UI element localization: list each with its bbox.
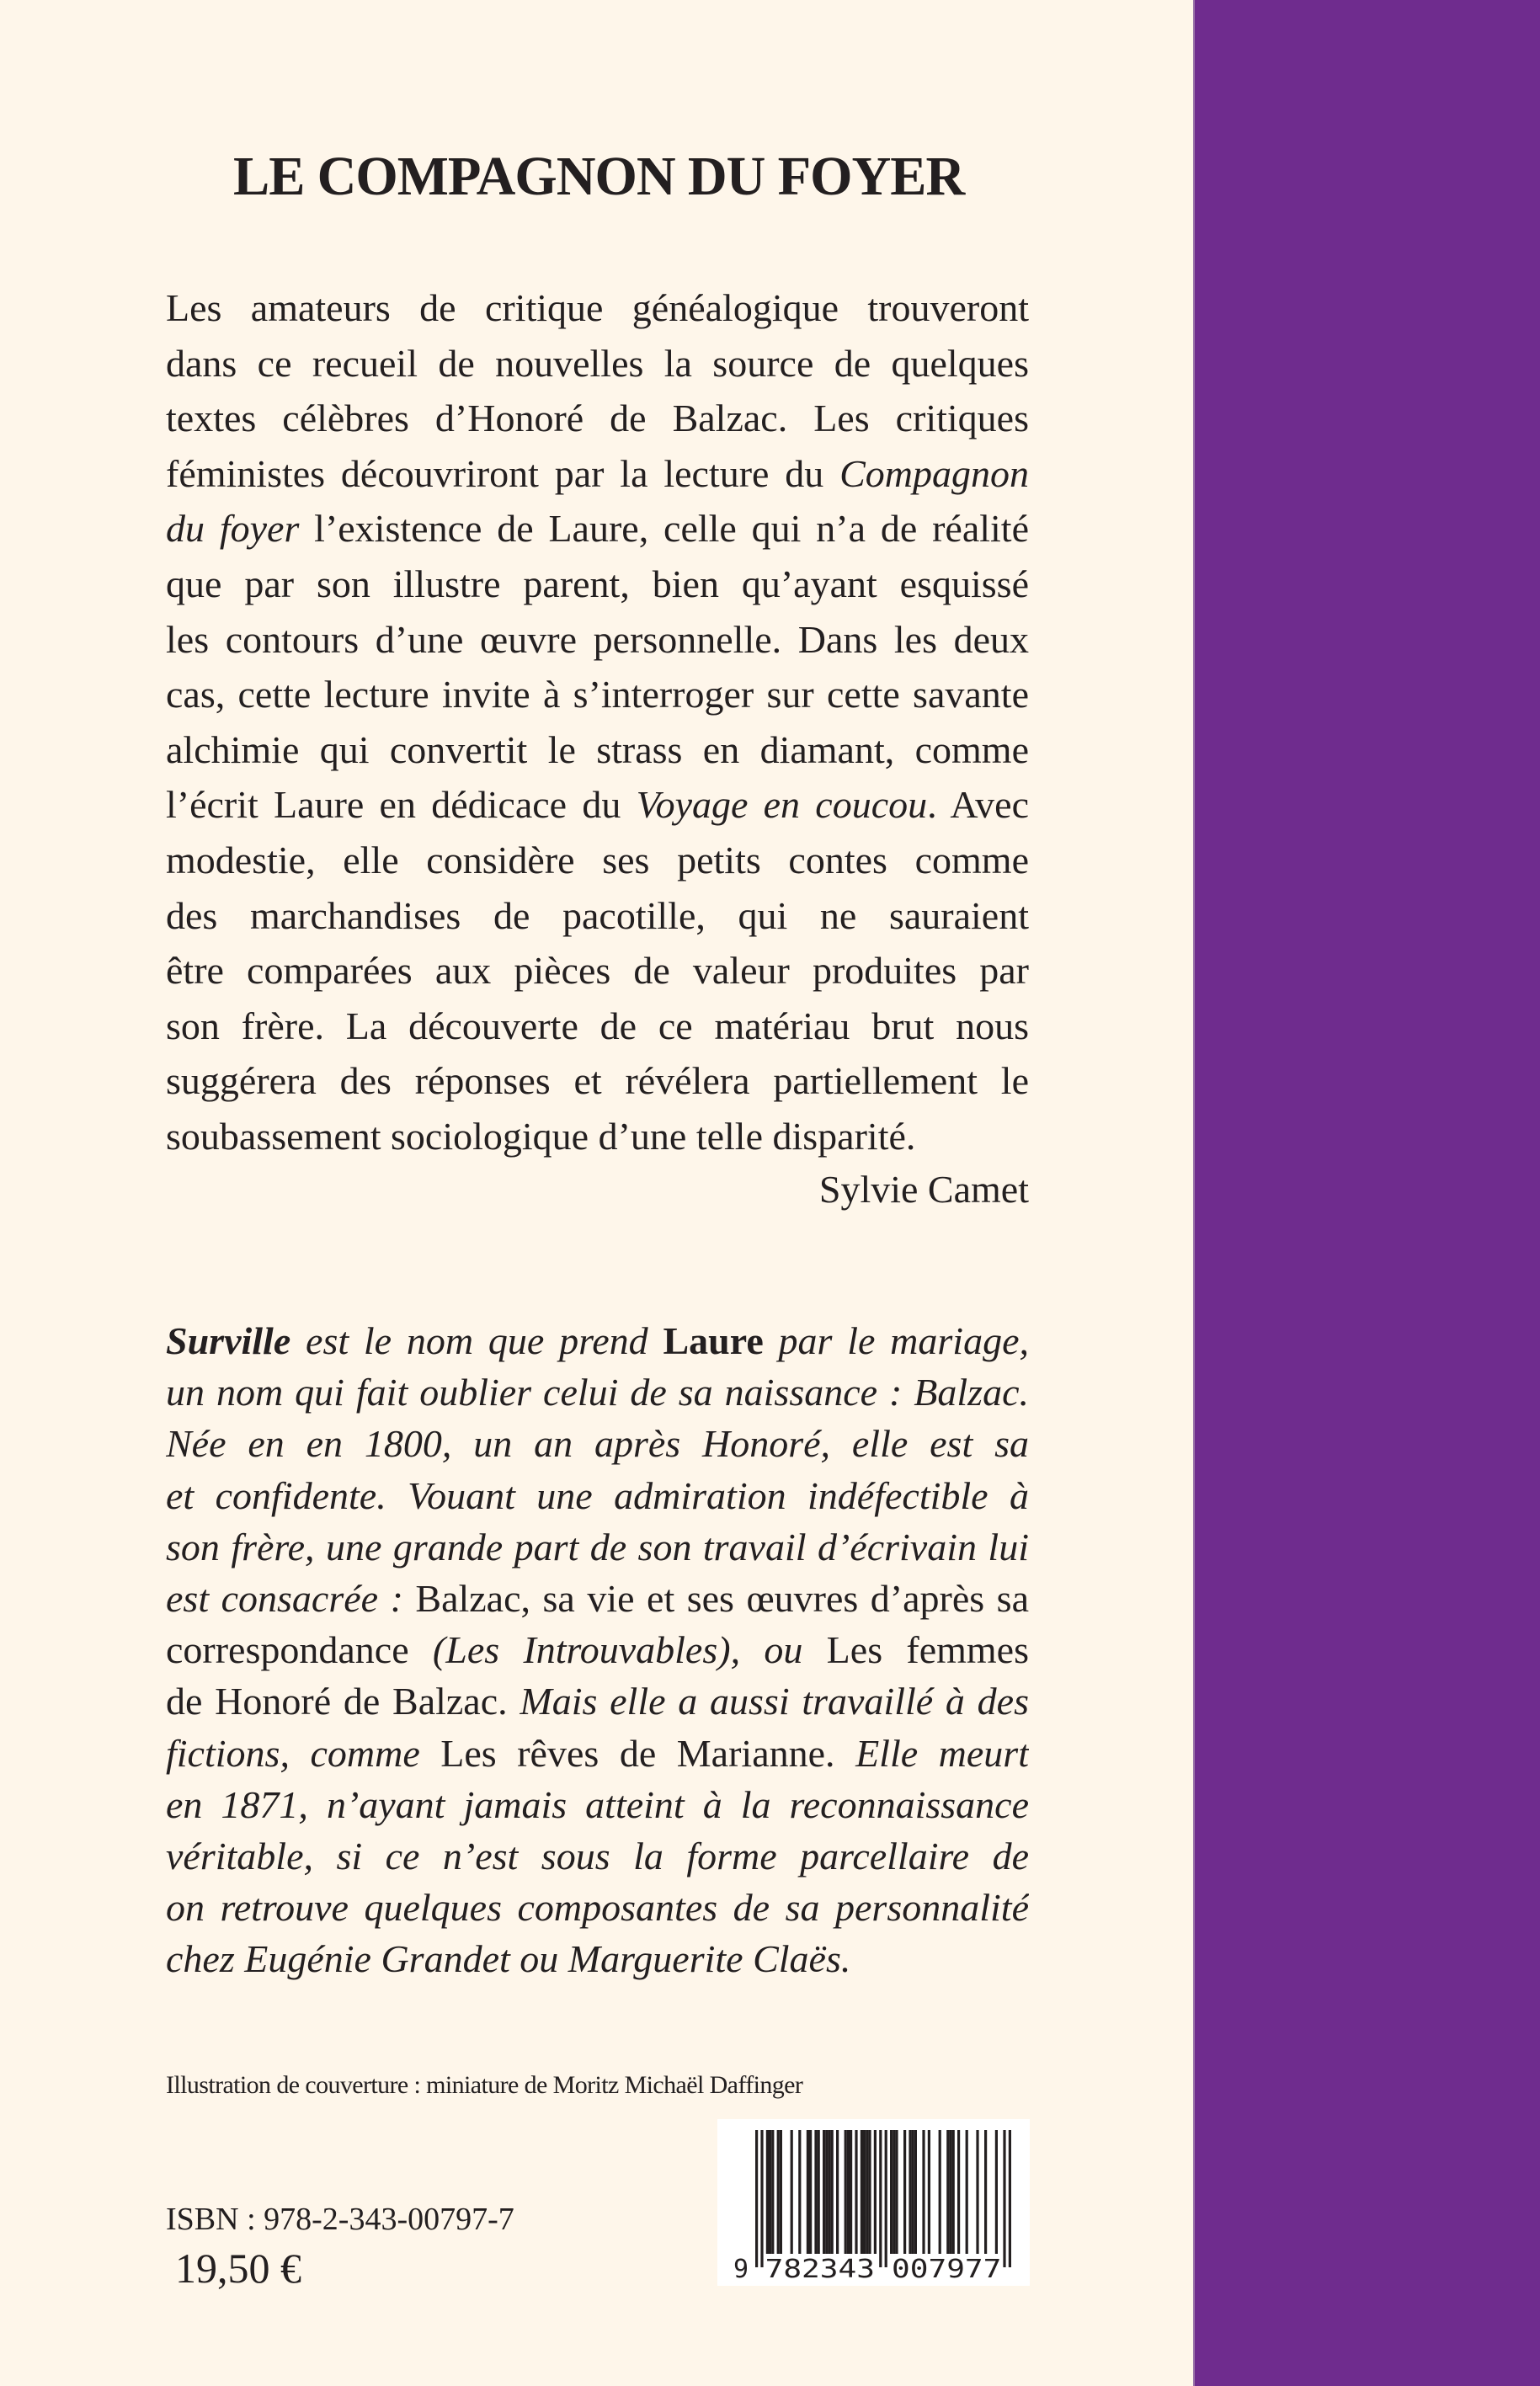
cover-illustration-credit: Illustration de couverture : miniature de Moritz Michaël Daffinger xyxy=(166,2071,803,2099)
text-line xyxy=(166,667,1029,722)
text-run: Surville xyxy=(166,1319,291,1362)
text-run: son frère, une grande part de son travail d’écrivain lui xyxy=(166,1525,1029,1568)
text-line xyxy=(166,888,1029,944)
book-title: LE COMPAGNON DU FOYER xyxy=(233,146,965,208)
barcode-right-digits: 007977 xyxy=(892,2255,1002,2284)
text-line xyxy=(166,446,1029,502)
text-line xyxy=(166,999,1029,1054)
text-run: Mais elle a aussi travaillé à des xyxy=(520,1680,1029,1723)
text-run: et confidente. Vouant une admiration indéfectible à xyxy=(166,1473,1029,1517)
text-run: que par son illustre parent, bien qu’ayant esquissé xyxy=(166,562,1029,605)
isbn-barcode xyxy=(717,2119,1030,2286)
text-run: de Honoré de Balzac. xyxy=(166,1680,520,1723)
text-line xyxy=(166,1573,1029,1624)
text-run: est le nom que prend xyxy=(290,1319,663,1362)
text-run: on retrouve quelques composantes de sa personnalité xyxy=(166,1886,1029,1930)
text-line xyxy=(166,1933,1029,1984)
barcode-left-digits: 782343 xyxy=(765,2255,875,2284)
text-line xyxy=(166,833,1029,888)
text-run: Voyage en coucou xyxy=(636,783,928,827)
text-run: Les femmes xyxy=(802,1628,1029,1672)
text-run: l’existence de Laure, celle qui n’a de réalité xyxy=(299,507,1029,551)
text-run: par le mariage, xyxy=(763,1319,1029,1362)
text-run: modestie, elle considère ses petits contes comme xyxy=(166,838,1029,881)
text-run: l’écrit Laure en dédicace du xyxy=(166,783,637,827)
text-run: véritable, si ce n’est sous la forme parcellaire de xyxy=(166,1834,1029,1877)
text-run: Laure xyxy=(663,1319,764,1362)
text-run: des marchandises de pacotille, qui ne sauraient xyxy=(166,893,1029,937)
text-run: Née en en 1800, un an après Honoré, elle est sa xyxy=(166,1422,1029,1466)
text-line xyxy=(166,777,1029,833)
text-run: est consacrée : xyxy=(166,1576,403,1620)
text-run: du foyer xyxy=(166,507,300,551)
text-run: soubassement sociologique d’une telle disparité. xyxy=(166,1114,916,1158)
text-line xyxy=(166,1521,1029,1573)
text-line xyxy=(166,1624,1029,1675)
text-line xyxy=(166,1675,1029,1727)
text-run: . Avec xyxy=(927,783,1029,827)
text-line xyxy=(166,1366,1029,1418)
text-run: un nom qui fait oublier celui de sa naissance : Balzac. xyxy=(166,1371,1029,1414)
text-run: Les rêves de Marianne. xyxy=(419,1731,856,1775)
text-line xyxy=(166,1830,1029,1882)
text-run: Les amateurs de critique généalogique trouveront xyxy=(166,286,1029,329)
text-run: (Les Introuvables), ou xyxy=(432,1628,803,1672)
text-line xyxy=(166,1053,1029,1109)
text-line xyxy=(166,280,1029,336)
text-line xyxy=(166,1779,1029,1830)
text-line xyxy=(166,1728,1029,1779)
text-run: fictions, comme xyxy=(166,1731,420,1775)
text-line xyxy=(166,501,1029,557)
text-line xyxy=(166,943,1029,999)
text-run: cas, cette lecture invite à s’interroger sur cette savante xyxy=(166,673,1029,716)
text-run: suggérera des réponses et révélera partiellement le xyxy=(166,1059,1029,1103)
text-run: Compagnon xyxy=(839,451,1029,495)
text-run: en 1871, n’ayant jamais atteint à la reconnaissance xyxy=(166,1782,1029,1826)
text-run: être comparées aux pièces de valeur produites par xyxy=(166,949,1029,993)
text-line xyxy=(166,1109,1029,1164)
text-run: textes célèbres d’Honoré de Balzac. Les critiques xyxy=(166,397,1029,440)
text-run: chez Eugénie Grandet ou Marguerite Claës. xyxy=(166,1937,851,1981)
blurb-signature: Sylvie Camet xyxy=(818,1168,1029,1211)
author-bio-paragraph xyxy=(166,1315,1029,1984)
text-run: dans ce recueil de nouvelles la source de quelques xyxy=(166,341,1029,385)
text-line xyxy=(166,336,1029,391)
text-run: les contours d’une œuvre personnelle. Dans les deux xyxy=(166,617,1029,661)
blurb-paragraph xyxy=(166,280,1029,1164)
text-line xyxy=(166,1315,1029,1366)
price-label: 19,50 € xyxy=(175,2245,301,2292)
text-run: correspondance xyxy=(166,1628,433,1672)
text-run: Balzac, sa vie et ses œuvres d’après sa xyxy=(402,1576,1029,1620)
book-spine-band xyxy=(1193,0,1540,2386)
text-line xyxy=(166,1882,1029,1933)
isbn-label: ISBN : 978-2-343-00797-7 xyxy=(166,2202,514,2237)
text-line xyxy=(166,722,1029,778)
text-line xyxy=(166,1418,1029,1469)
text-run: alchimie qui convertit le strass en diamant, comme xyxy=(166,727,1029,771)
text-line xyxy=(166,612,1029,668)
text-line xyxy=(166,557,1029,612)
barcode-graphic xyxy=(717,2119,1030,2286)
text-run: son frère. La découverte de ce matériau brut nous xyxy=(166,1004,1029,1047)
text-run: féministes découvriront par la lecture du xyxy=(166,451,840,495)
text-line xyxy=(166,1470,1029,1521)
barcode-first-digit: 9 xyxy=(733,2255,749,2284)
text-run: Elle meurt xyxy=(855,1731,1029,1775)
text-line xyxy=(166,391,1029,446)
